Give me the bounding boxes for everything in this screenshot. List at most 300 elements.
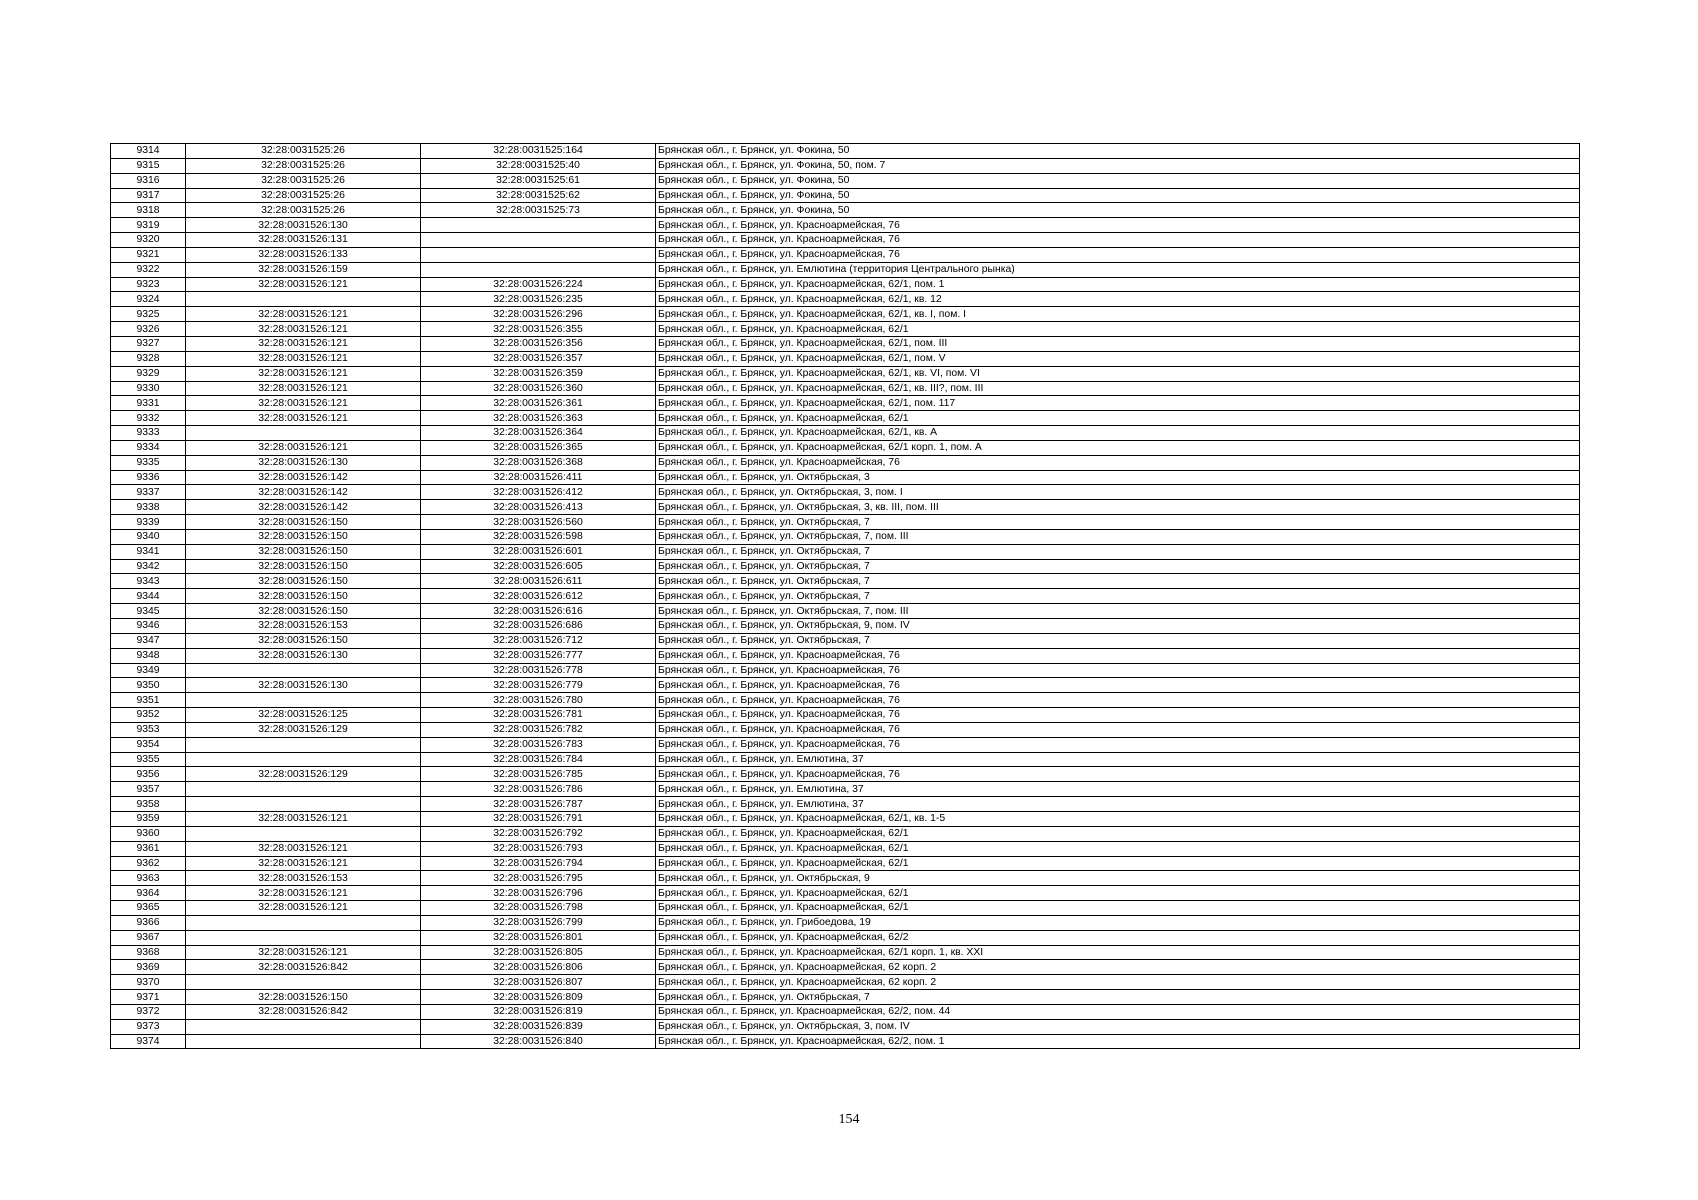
table-row xyxy=(111,1019,1580,1034)
row-number-cell: 9321 xyxy=(111,247,186,262)
parcel-number-cell: 32:28:0031526:153 xyxy=(186,619,421,634)
parcel-number-cell: 32:28:0031526:129 xyxy=(186,767,421,782)
table-row xyxy=(111,485,1580,500)
address-cell: Брянская обл., г. Брянск, ул. Октябрьская, 3 xyxy=(656,470,1580,485)
object-number-cell: 32:28:0031526:787 xyxy=(421,797,656,812)
object-number-cell xyxy=(421,233,656,248)
row-number-cell: 9368 xyxy=(111,945,186,960)
object-number-cell: 32:28:0031526:786 xyxy=(421,782,656,797)
table-row xyxy=(111,529,1580,544)
table-row xyxy=(111,381,1580,396)
object-number-cell: 32:28:0031526:224 xyxy=(421,277,656,292)
table-row xyxy=(111,218,1580,233)
object-number-cell: 32:28:0031525:73 xyxy=(421,203,656,218)
row-number-cell: 9355 xyxy=(111,752,186,767)
row-number-cell: 9351 xyxy=(111,693,186,708)
row-number-cell: 9359 xyxy=(111,811,186,826)
address-cell: Брянская обл., г. Брянск, ул. Красноармейская, 62/1 xyxy=(656,856,1580,871)
table-row xyxy=(111,945,1580,960)
parcel-number-cell: 32:28:0031526:142 xyxy=(186,485,421,500)
table-row xyxy=(111,826,1580,841)
object-number-cell: 32:28:0031526:605 xyxy=(421,559,656,574)
row-number-cell: 9315 xyxy=(111,158,186,173)
object-number-cell: 32:28:0031526:792 xyxy=(421,826,656,841)
row-number-cell: 9342 xyxy=(111,559,186,574)
parcel-number-cell: 32:28:0031526:121 xyxy=(186,901,421,916)
address-cell: Брянская обл., г. Брянск, ул. Фокина, 50 xyxy=(656,173,1580,188)
address-cell: Брянская обл., г. Брянск, ул. Октябрьская, 9, пом. IV xyxy=(656,619,1580,634)
row-number-cell: 9345 xyxy=(111,604,186,619)
table-row xyxy=(111,411,1580,426)
table-row xyxy=(111,901,1580,916)
address-cell: Брянская обл., г. Брянск, ул. Фокина, 50 xyxy=(656,188,1580,203)
table-row xyxy=(111,975,1580,990)
table-row xyxy=(111,915,1580,930)
parcel-number-cell: 32:28:0031526:129 xyxy=(186,722,421,737)
address-cell: Брянская обл., г. Брянск, ул. Октябрьская, 3, пом. I xyxy=(656,485,1580,500)
table-row xyxy=(111,752,1580,767)
row-number-cell: 9339 xyxy=(111,515,186,530)
table-row xyxy=(111,233,1580,248)
parcel-number-cell: 32:28:0031526:842 xyxy=(186,960,421,975)
object-number-cell: 32:28:0031526:819 xyxy=(421,1004,656,1019)
row-number-cell: 9341 xyxy=(111,544,186,559)
table-row xyxy=(111,351,1580,366)
parcel-number-cell xyxy=(186,292,421,307)
address-cell: Брянская обл., г. Брянск, ул. Октябрьская, 7 xyxy=(656,633,1580,648)
address-cell: Брянская обл., г. Брянск, ул. Красноармейская, 76 xyxy=(656,693,1580,708)
address-cell: Брянская обл., г. Брянск, ул. Красноармейская, 62/2 xyxy=(656,930,1580,945)
address-cell: Брянская обл., г. Брянск, ул. Красноармейская, 76 xyxy=(656,767,1580,782)
table-row xyxy=(111,604,1580,619)
row-number-cell: 9319 xyxy=(111,218,186,233)
address-cell: Брянская обл., г. Брянск, ул. Красноармейская, 76 xyxy=(656,455,1580,470)
row-number-cell: 9338 xyxy=(111,500,186,515)
table-body xyxy=(111,144,1580,1049)
object-number-cell: 32:28:0031526:784 xyxy=(421,752,656,767)
address-cell: Брянская обл., г. Брянск, ул. Красноармейская, 76 xyxy=(656,233,1580,248)
address-cell: Брянская обл., г. Брянск, ул. Красноармейская, 62/1, кв. III?, пом. III xyxy=(656,381,1580,396)
parcel-number-cell: 32:28:0031526:142 xyxy=(186,500,421,515)
object-number-cell: 32:28:0031526:601 xyxy=(421,544,656,559)
object-number-cell: 32:28:0031526:795 xyxy=(421,871,656,886)
row-number-cell: 9328 xyxy=(111,351,186,366)
row-number-cell: 9366 xyxy=(111,915,186,930)
parcel-number-cell: 32:28:0031526:121 xyxy=(186,886,421,901)
parcel-number-cell: 32:28:0031526:121 xyxy=(186,336,421,351)
row-number-cell: 9348 xyxy=(111,648,186,663)
parcel-number-cell: 32:28:0031526:150 xyxy=(186,604,421,619)
row-number-cell: 9318 xyxy=(111,203,186,218)
address-cell: Брянская обл., г. Брянск, ул. Октябрьская, 9 xyxy=(656,871,1580,886)
table-row xyxy=(111,158,1580,173)
row-number-cell: 9353 xyxy=(111,722,186,737)
object-number-cell: 32:28:0031526:782 xyxy=(421,722,656,737)
row-number-cell: 9357 xyxy=(111,782,186,797)
table-row xyxy=(111,440,1580,455)
row-number-cell: 9360 xyxy=(111,826,186,841)
row-number-cell: 9336 xyxy=(111,470,186,485)
object-number-cell: 32:28:0031526:412 xyxy=(421,485,656,500)
object-number-cell: 32:28:0031526:616 xyxy=(421,604,656,619)
parcel-number-cell xyxy=(186,663,421,678)
row-number-cell: 9367 xyxy=(111,930,186,945)
object-number-cell: 32:28:0031526:612 xyxy=(421,589,656,604)
parcel-number-cell: 32:28:0031526:150 xyxy=(186,990,421,1005)
parcel-number-cell: 32:28:0031526:121 xyxy=(186,322,421,337)
parcel-number-cell: 32:28:0031526:133 xyxy=(186,247,421,262)
address-cell: Брянская обл., г. Брянск, ул. Красноармейская, 62 корп. 2 xyxy=(656,975,1580,990)
object-number-cell xyxy=(421,262,656,277)
object-number-cell: 32:28:0031526:363 xyxy=(421,411,656,426)
address-cell: Брянская обл., г. Брянск, ул. Емлютина (территория Центрального рынка) xyxy=(656,262,1580,277)
address-cell: Брянская обл., г. Брянск, ул. Грибоедова, 19 xyxy=(656,915,1580,930)
table-row xyxy=(111,307,1580,322)
address-cell: Брянская обл., г. Брянск, ул. Октябрьская, 7, пом. III xyxy=(656,529,1580,544)
parcel-number-cell: 32:28:0031526:125 xyxy=(186,708,421,723)
address-cell: Брянская обл., г. Брянск, ул. Красноармейская, 76 xyxy=(656,722,1580,737)
object-number-cell: 32:28:0031526:796 xyxy=(421,886,656,901)
table-row xyxy=(111,173,1580,188)
parcel-number-cell: 32:28:0031526:150 xyxy=(186,559,421,574)
row-number-cell: 9337 xyxy=(111,485,186,500)
address-cell: Брянская обл., г. Брянск, ул. Красноармейская, 62/1, пом. III xyxy=(656,336,1580,351)
parcel-number-cell xyxy=(186,752,421,767)
table-row xyxy=(111,322,1580,337)
parcel-number-cell xyxy=(186,1019,421,1034)
table-row xyxy=(111,841,1580,856)
object-number-cell: 32:28:0031526:364 xyxy=(421,426,656,441)
table-row xyxy=(111,292,1580,307)
table-row xyxy=(111,426,1580,441)
parcel-number-cell: 32:28:0031526:150 xyxy=(186,515,421,530)
parcel-number-cell: 32:28:0031526:121 xyxy=(186,440,421,455)
parcel-number-cell: 32:28:0031526:130 xyxy=(186,455,421,470)
row-number-cell: 9314 xyxy=(111,144,186,159)
address-cell: Брянская обл., г. Брянск, ул. Красноармейская, 76 xyxy=(656,737,1580,752)
parcel-number-cell: 32:28:0031526:130 xyxy=(186,678,421,693)
row-number-cell: 9363 xyxy=(111,871,186,886)
address-cell: Брянская обл., г. Брянск, ул. Красноармейская, 76 xyxy=(656,218,1580,233)
address-cell: Брянская обл., г. Брянск, ул. Емлютина, 37 xyxy=(656,797,1580,812)
object-number-cell: 32:28:0031525:40 xyxy=(421,158,656,173)
address-cell: Брянская обл., г. Брянск, ул. Красноармейская, 62/1 xyxy=(656,322,1580,337)
object-number-cell: 32:28:0031526:368 xyxy=(421,455,656,470)
table-row xyxy=(111,811,1580,826)
parcel-number-cell: 32:28:0031526:121 xyxy=(186,856,421,871)
address-cell: Брянская обл., г. Брянск, ул. Октябрьская, 7 xyxy=(656,589,1580,604)
row-number-cell: 9320 xyxy=(111,233,186,248)
row-number-cell: 9331 xyxy=(111,396,186,411)
object-number-cell: 32:28:0031526:791 xyxy=(421,811,656,826)
parcel-number-cell: 32:28:0031526:150 xyxy=(186,633,421,648)
object-number-cell: 32:28:0031526:296 xyxy=(421,307,656,322)
object-number-cell: 32:28:0031526:785 xyxy=(421,767,656,782)
parcel-number-cell: 32:28:0031526:150 xyxy=(186,544,421,559)
object-number-cell: 32:28:0031525:164 xyxy=(421,144,656,159)
row-number-cell: 9346 xyxy=(111,619,186,634)
address-cell: Брянская обл., г. Брянск, ул. Красноармейская, 62/1 xyxy=(656,901,1580,916)
table-row xyxy=(111,871,1580,886)
row-number-cell: 9371 xyxy=(111,990,186,1005)
parcel-number-cell: 32:28:0031526:131 xyxy=(186,233,421,248)
table-row xyxy=(111,203,1580,218)
row-number-cell: 9327 xyxy=(111,336,186,351)
object-number-cell: 32:28:0031526:356 xyxy=(421,336,656,351)
address-cell: Брянская обл., г. Брянск, ул. Октябрьская, 7 xyxy=(656,559,1580,574)
table-row xyxy=(111,559,1580,574)
parcel-number-cell: 32:28:0031526:121 xyxy=(186,366,421,381)
row-number-cell: 9322 xyxy=(111,262,186,277)
row-number-cell: 9356 xyxy=(111,767,186,782)
address-cell: Брянская обл., г. Брянск, ул. Красноармейская, 62/1, кв. VI, пом. VI xyxy=(656,366,1580,381)
object-number-cell: 32:28:0031526:359 xyxy=(421,366,656,381)
object-number-cell: 32:28:0031525:62 xyxy=(421,188,656,203)
parcel-number-cell: 32:28:0031525:26 xyxy=(186,203,421,218)
address-cell: Брянская обл., г. Брянск, ул. Октябрьская, 7 xyxy=(656,515,1580,530)
parcel-number-cell: 32:28:0031525:26 xyxy=(186,173,421,188)
address-cell: Брянская обл., г. Брянск, ул. Красноармейская, 62/1, кв. 12 xyxy=(656,292,1580,307)
table-row xyxy=(111,1004,1580,1019)
object-number-cell: 32:28:0031526:793 xyxy=(421,841,656,856)
table-row xyxy=(111,767,1580,782)
row-number-cell: 9362 xyxy=(111,856,186,871)
object-number-cell xyxy=(421,218,656,233)
parcel-number-cell: 32:28:0031526:121 xyxy=(186,396,421,411)
parcel-number-cell xyxy=(186,975,421,990)
table-row xyxy=(111,633,1580,648)
object-number-cell: 32:28:0031526:806 xyxy=(421,960,656,975)
row-number-cell: 9350 xyxy=(111,678,186,693)
object-number-cell: 32:28:0031526:365 xyxy=(421,440,656,455)
address-cell: Брянская обл., г. Брянск, ул. Октябрьская, 3, пом. IV xyxy=(656,1019,1580,1034)
row-number-cell: 9329 xyxy=(111,366,186,381)
address-cell: Брянская обл., г. Брянск, ул. Красноармейская, 62/1, пом. V xyxy=(656,351,1580,366)
table-row xyxy=(111,737,1580,752)
table-row xyxy=(111,470,1580,485)
row-number-cell: 9352 xyxy=(111,708,186,723)
object-number-cell: 32:28:0031526:779 xyxy=(421,678,656,693)
parcel-number-cell xyxy=(186,915,421,930)
object-number-cell: 32:28:0031526:783 xyxy=(421,737,656,752)
address-cell: Брянская обл., г. Брянск, ул. Красноармейская, 62/1, пом. 1 xyxy=(656,277,1580,292)
address-cell: Брянская обл., г. Брянск, ул. Октябрьская, 7 xyxy=(656,574,1580,589)
object-number-cell: 32:28:0031526:611 xyxy=(421,574,656,589)
page-number: 154 xyxy=(838,1112,860,1127)
row-number-cell: 9326 xyxy=(111,322,186,337)
table-row xyxy=(111,144,1580,159)
parcel-number-cell: 32:28:0031526:150 xyxy=(186,574,421,589)
parcel-number-cell: 32:28:0031526:121 xyxy=(186,841,421,856)
table-row xyxy=(111,574,1580,589)
parcel-number-cell: 32:28:0031526:842 xyxy=(186,1004,421,1019)
row-number-cell: 9369 xyxy=(111,960,186,975)
table-row xyxy=(111,188,1580,203)
table-row xyxy=(111,500,1580,515)
address-cell: Брянская обл., г. Брянск, ул. Октябрьская, 7 xyxy=(656,544,1580,559)
row-number-cell: 9365 xyxy=(111,901,186,916)
object-number-cell: 32:28:0031526:777 xyxy=(421,648,656,663)
object-number-cell: 32:28:0031526:780 xyxy=(421,693,656,708)
table-row xyxy=(111,515,1580,530)
parcel-number-cell: 32:28:0031525:26 xyxy=(186,158,421,173)
row-number-cell: 9335 xyxy=(111,455,186,470)
address-cell: Брянская обл., г. Брянск, ул. Красноармейская, 62/1, кв. А xyxy=(656,426,1580,441)
address-cell: Брянская обл., г. Брянск, ул. Красноармейская, 62/2, пом. 1 xyxy=(656,1034,1580,1049)
table-row xyxy=(111,277,1580,292)
object-number-cell: 32:28:0031526:560 xyxy=(421,515,656,530)
parcel-number-cell xyxy=(186,930,421,945)
object-number-cell: 32:28:0031526:357 xyxy=(421,351,656,366)
address-cell: Брянская обл., г. Брянск, ул. Красноармейская, 62/2, пом. 44 xyxy=(656,1004,1580,1019)
parcel-number-cell: 32:28:0031526:130 xyxy=(186,648,421,663)
parcel-number-cell: 32:28:0031526:121 xyxy=(186,381,421,396)
parcel-number-cell: 32:28:0031526:121 xyxy=(186,411,421,426)
table-row xyxy=(111,708,1580,723)
row-number-cell: 9333 xyxy=(111,426,186,441)
row-number-cell: 9354 xyxy=(111,737,186,752)
object-number-cell: 32:28:0031526:794 xyxy=(421,856,656,871)
object-number-cell: 32:28:0031526:781 xyxy=(421,708,656,723)
parcel-number-cell xyxy=(186,1034,421,1049)
row-number-cell: 9347 xyxy=(111,633,186,648)
table-row xyxy=(111,455,1580,470)
address-cell: Брянская обл., г. Брянск, ул. Фокина, 50, пом. 7 xyxy=(656,158,1580,173)
table-row xyxy=(111,544,1580,559)
address-cell: Брянская обл., г. Брянск, ул. Красноармейская, 76 xyxy=(656,663,1580,678)
table-row xyxy=(111,1034,1580,1049)
row-number-cell: 9317 xyxy=(111,188,186,203)
object-number-cell: 32:28:0031526:799 xyxy=(421,915,656,930)
object-number-cell: 32:28:0031526:805 xyxy=(421,945,656,960)
table-row xyxy=(111,886,1580,901)
parcel-number-cell xyxy=(186,426,421,441)
parcel-number-cell: 32:28:0031525:26 xyxy=(186,188,421,203)
address-cell: Брянская обл., г. Брянск, ул. Красноармейская, 62/1, кв. I, пом. I xyxy=(656,307,1580,322)
property-table xyxy=(110,143,1580,1049)
address-cell: Брянская обл., г. Брянск, ул. Красноармейская, 76 xyxy=(656,708,1580,723)
object-number-cell: 32:28:0031526:712 xyxy=(421,633,656,648)
object-number-cell: 32:28:0031526:801 xyxy=(421,930,656,945)
object-number-cell: 32:28:0031525:61 xyxy=(421,173,656,188)
row-number-cell: 9334 xyxy=(111,440,186,455)
parcel-number-cell xyxy=(186,737,421,752)
object-number-cell: 32:28:0031526:598 xyxy=(421,529,656,544)
table-row xyxy=(111,930,1580,945)
table-row xyxy=(111,990,1580,1005)
row-number-cell: 9340 xyxy=(111,529,186,544)
parcel-number-cell xyxy=(186,826,421,841)
address-cell: Брянская обл., г. Брянск, ул. Фокина, 50 xyxy=(656,144,1580,159)
parcel-number-cell: 32:28:0031526:150 xyxy=(186,589,421,604)
object-number-cell: 32:28:0031526:798 xyxy=(421,901,656,916)
row-number-cell: 9324 xyxy=(111,292,186,307)
row-number-cell: 9372 xyxy=(111,1004,186,1019)
address-cell: Брянская обл., г. Брянск, ул. Красноармейская, 76 xyxy=(656,247,1580,262)
parcel-number-cell: 32:28:0031526:153 xyxy=(186,871,421,886)
table-row xyxy=(111,396,1580,411)
address-cell: Брянская обл., г. Брянск, ул. Красноармейская, 62/1 xyxy=(656,886,1580,901)
table-row xyxy=(111,366,1580,381)
address-cell: Брянская обл., г. Брянск, ул. Красноармейская, 62/1, пом. 117 xyxy=(656,396,1580,411)
address-cell: Брянская обл., г. Брянск, ул. Емлютина, 37 xyxy=(656,752,1580,767)
object-number-cell: 32:28:0031526:778 xyxy=(421,663,656,678)
address-cell: Брянская обл., г. Брянск, ул. Красноармейская, 62 корп. 2 xyxy=(656,960,1580,975)
table-row xyxy=(111,678,1580,693)
parcel-number-cell: 32:28:0031526:121 xyxy=(186,945,421,960)
row-number-cell: 9344 xyxy=(111,589,186,604)
row-number-cell: 9358 xyxy=(111,797,186,812)
object-number-cell: 32:28:0031526:361 xyxy=(421,396,656,411)
table-row xyxy=(111,648,1580,663)
table-row xyxy=(111,619,1580,634)
address-cell: Брянская обл., г. Брянск, ул. Красноармейская, 62/1 xyxy=(656,841,1580,856)
address-cell: Брянская обл., г. Брянск, ул. Красноармейская, 76 xyxy=(656,648,1580,663)
table-row xyxy=(111,589,1580,604)
parcel-number-cell xyxy=(186,797,421,812)
object-number-cell: 32:28:0031526:235 xyxy=(421,292,656,307)
row-number-cell: 9361 xyxy=(111,841,186,856)
address-cell: Брянская обл., г. Брянск, ул. Красноармейская, 62/1 xyxy=(656,826,1580,841)
row-number-cell: 9316 xyxy=(111,173,186,188)
parcel-number-cell: 32:28:0031526:150 xyxy=(186,529,421,544)
parcel-number-cell: 32:28:0031525:26 xyxy=(186,144,421,159)
row-number-cell: 9343 xyxy=(111,574,186,589)
object-number-cell: 32:28:0031526:413 xyxy=(421,500,656,515)
object-number-cell xyxy=(421,247,656,262)
address-cell: Брянская обл., г. Брянск, ул. Октябрьская, 7 xyxy=(656,990,1580,1005)
object-number-cell: 32:28:0031526:686 xyxy=(421,619,656,634)
object-number-cell: 32:28:0031526:809 xyxy=(421,990,656,1005)
property-table-container xyxy=(110,143,1580,1049)
table-row xyxy=(111,336,1580,351)
address-cell: Брянская обл., г. Брянск, ул. Фокина, 50 xyxy=(656,203,1580,218)
table-row xyxy=(111,856,1580,871)
table-row xyxy=(111,663,1580,678)
address-cell: Брянская обл., г. Брянск, ул. Красноармейская, 62/1 корп. 1, пом. А xyxy=(656,440,1580,455)
row-number-cell: 9330 xyxy=(111,381,186,396)
address-cell: Брянская обл., г. Брянск, ул. Красноармейская, 62/1 корп. 1, кв. XXI xyxy=(656,945,1580,960)
table-row xyxy=(111,782,1580,797)
parcel-number-cell: 32:28:0031526:121 xyxy=(186,277,421,292)
table-row xyxy=(111,693,1580,708)
parcel-number-cell xyxy=(186,782,421,797)
table-row xyxy=(111,797,1580,812)
table-row xyxy=(111,722,1580,737)
object-number-cell: 32:28:0031526:360 xyxy=(421,381,656,396)
parcel-number-cell: 32:28:0031526:159 xyxy=(186,262,421,277)
address-cell: Брянская обл., г. Брянск, ул. Октябрьская, 7, пом. III xyxy=(656,604,1580,619)
object-number-cell: 32:28:0031526:840 xyxy=(421,1034,656,1049)
row-number-cell: 9325 xyxy=(111,307,186,322)
parcel-number-cell: 32:28:0031526:121 xyxy=(186,307,421,322)
parcel-number-cell: 32:28:0031526:142 xyxy=(186,470,421,485)
table-row xyxy=(111,262,1580,277)
object-number-cell: 32:28:0031526:411 xyxy=(421,470,656,485)
address-cell: Брянская обл., г. Брянск, ул. Красноармейская, 76 xyxy=(656,678,1580,693)
row-number-cell: 9349 xyxy=(111,663,186,678)
row-number-cell: 9370 xyxy=(111,975,186,990)
object-number-cell: 32:28:0031526:839 xyxy=(421,1019,656,1034)
row-number-cell: 9332 xyxy=(111,411,186,426)
address-cell: Брянская обл., г. Брянск, ул. Красноармейская, 62/1 xyxy=(656,411,1580,426)
parcel-number-cell: 32:28:0031526:121 xyxy=(186,351,421,366)
parcel-number-cell: 32:28:0031526:130 xyxy=(186,218,421,233)
object-number-cell: 32:28:0031526:807 xyxy=(421,975,656,990)
address-cell: Брянская обл., г. Брянск, ул. Емлютина, 37 xyxy=(656,782,1580,797)
table-row xyxy=(111,960,1580,975)
row-number-cell: 9374 xyxy=(111,1034,186,1049)
